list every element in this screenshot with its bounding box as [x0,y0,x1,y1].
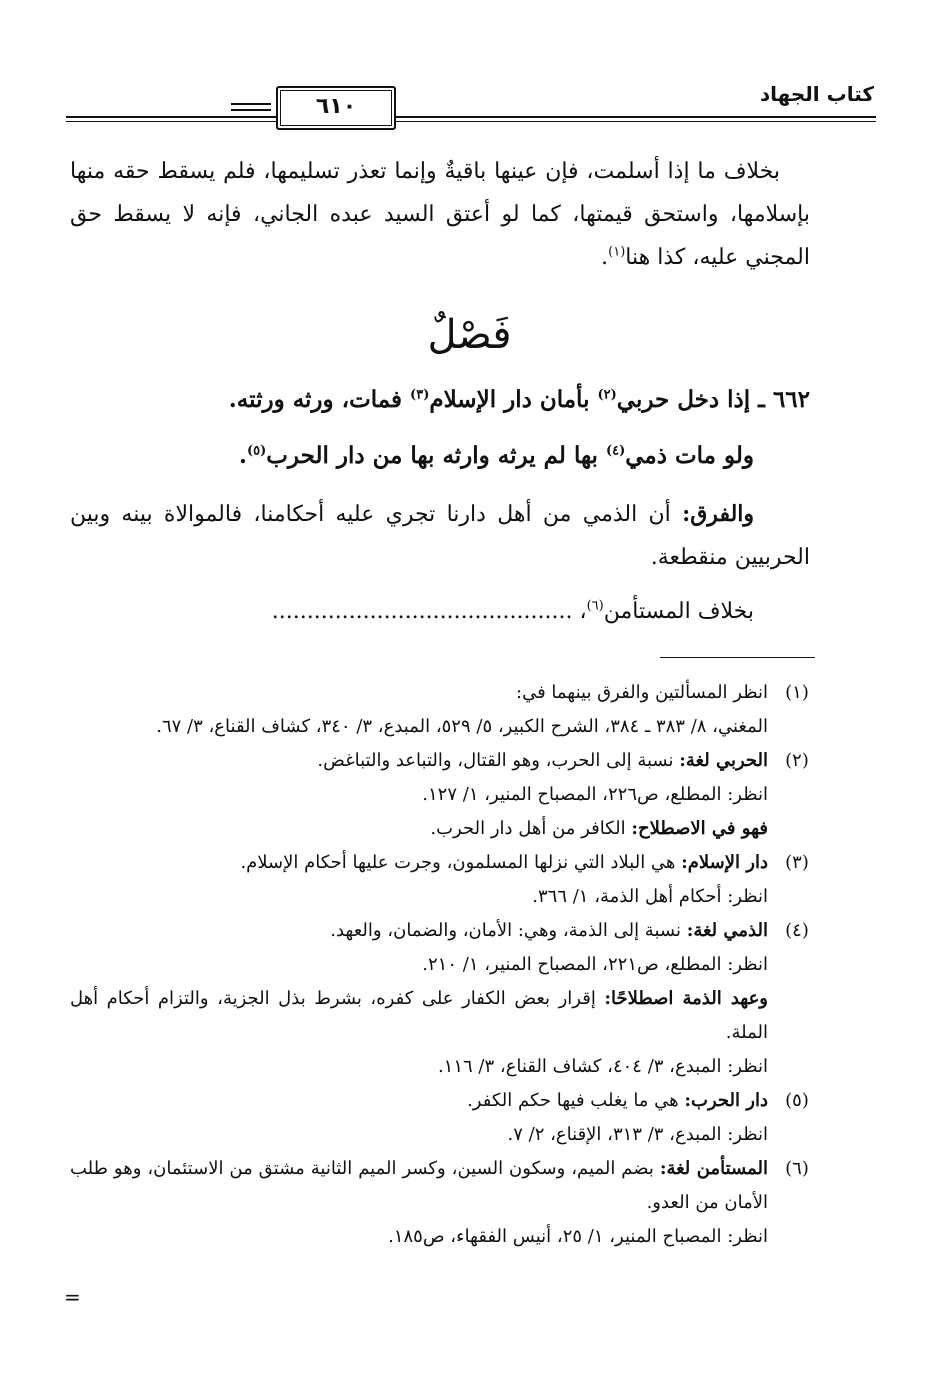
footnote-2 [70,744,820,846]
difference-lead: والفرق: [682,501,755,527]
issue-text: . [238,442,247,469]
footnote-term: المستأمن لغة: [659,1158,768,1179]
footnote-text: انظر المسألتين والفرق بينهما في: [516,682,768,703]
footnote-term: دار الإسلام: [681,852,768,873]
footnote-3 [70,846,820,914]
footnote-term: فهو في الاصطلاح: [631,818,768,839]
footnote-text: هي ما يغلب فيها حكم الكفر. [467,1090,685,1111]
issue-text: ٦٦٢ ـ إذا دخل حربي [616,386,810,413]
page-number: ٦١٠ [276,86,396,130]
footnote-line [70,1152,768,1220]
footnote-line [70,948,768,982]
opening-paragraph [70,150,810,279]
footnote-ref: (٢) [597,387,617,403]
footnote-term: الذمي لغة: [686,920,768,941]
running-header [66,78,876,128]
footnote-number: (٦) [785,1158,809,1179]
footnote-term: دار الحرب: [684,1090,768,1111]
footnote-line [70,676,768,710]
paragraph-text: بخلاف المستأمن [603,599,754,624]
footnote-line [70,1084,768,1118]
issue-dhimmi [70,434,810,477]
section-heading: فَصْلٌ [427,312,512,358]
header-rule-thick [66,116,876,118]
footnote-line [70,846,768,880]
footnote-ref: (٥) [246,443,267,459]
footnote-5 [70,1084,820,1152]
footnote-line [70,982,768,1050]
chapter-title: كتاب الجهاد [759,82,874,106]
issue-662 [70,378,810,421]
footnote-line [70,1220,768,1254]
footnote-6 [70,1152,820,1254]
difference-paragraph [70,493,810,579]
issue-text: فمات، ورثه ورثته. [228,386,411,413]
footnote-ref: (٦) [586,598,604,614]
footnote-line [70,778,768,812]
footnote-text: المغني، ٨/ ٣٨٣ ـ ٣٨٤، الشرح الكبير، ٥/ ٥٢٩، المبدع، ٣/ ٣٤٠، كشاف القناع، ٣/ ٦٧. [156,716,768,737]
footnote-text: نسبة إلى الذمة، وهي: الأمان، والضمان، والعهد. [330,920,687,941]
issue-text: بها لم يرثه وارثه بها من دار الحرب [266,442,606,469]
difference-text: أن الذمي من أهل دارنا تجري عليه أحكامنا، فالموالاة بينه وبين الحربيين منقطعة. [70,502,810,570]
footnote-ref: (١) [608,244,626,260]
footnote-line [70,812,768,846]
footnote-text: إقرار بعض الكفار على كفره، بشرط بذل الجزية، والتزام أحكام أهل الملة. [70,988,768,1043]
footnote-ref: (٤) [605,443,626,459]
mustamin-paragraph [70,590,810,633]
footnote-text: انظر: المبدع، ٣/ ٤٠٤، كشاف القناع، ٣/ ١١٦. [437,1056,768,1077]
paragraph-end: . [601,245,609,270]
footnote-text: الكافر من أهل دار الحرب. [430,818,632,839]
footnote-term: وعهد الذمة اصطلاحًا: [604,988,768,1009]
footnote-line [70,914,768,948]
footnote-number: (٣) [785,852,809,873]
footnote-number: (٤) [785,920,809,941]
badge-ornament-line [231,103,271,105]
badge-ornament-line [231,109,271,111]
issue-text: ولو مات ذمي [625,442,754,469]
paragraph [70,150,810,279]
header-rule-thin [66,121,876,122]
footnote-text: انظر: المطلع، ص٢٢١، المصباح المنير، ١/ ٢١٠. [422,954,768,975]
footnote-text: انظر: المطلع، ص٢٢٦، المصباح المنير، ١/ ١٢٧. [422,784,768,805]
footnote-text: انظر: أحكام أهل الذمة، ١/ ٣٦٦. [532,886,768,907]
footnote-4 [70,914,820,1084]
footnote-line [70,710,768,744]
footnote-line [70,744,768,778]
footnote-text: انظر: المبدع، ٣/ ٣١٣، الإقناع، ٢/ ٧. [507,1124,768,1145]
footnote-line [70,1050,768,1084]
continuation-dots: ، ........................................... [271,599,587,624]
footnote-text: نسبة إلى الحرب، وهو القتال، والتباعد والتباغض. [317,750,680,771]
continuation-mark: = [64,1285,81,1309]
footnote-ref: (٣) [410,387,430,403]
footnote-separator [660,657,815,658]
footnote-number: (١) [785,682,809,703]
footnote-line [70,1118,768,1152]
footnotes [70,676,820,1254]
paragraph [70,493,810,579]
footnote-text: هي البلاد التي نزلها المسلمون، وجرت عليها أحكام الإسلام. [240,852,682,873]
footnote-line [70,880,768,914]
footnote-term: الحربي لغة: [679,750,768,771]
footnote-text: بضم الميم، وسكون السين، وكسر الميم الثانية مشتق من الاستئمان، وهو طلب الأمان من العدو. [70,1158,768,1213]
footnote-1 [70,676,820,744]
paragraph-text: بخلاف ما إذا أسلمت، فإن عينها باقيةٌ وإنما تعذر تسليمها، فلم يسقط حقه منها بإسلامها، واستحق قيمتها، كما لو أعتق السيد عبده الجاني، فإنه لا يسقط حق المجني عليه، كذا هنا [70,159,810,270]
footnote-text: انظر: المصباح المنير، ١/ ٢٥، أنيس الفقهاء، ص١٨٥. [388,1226,768,1247]
issue-text: بأمان دار الإسلام [429,386,598,413]
footnote-number: (٢) [785,750,809,771]
footnote-number: (٥) [785,1090,809,1111]
